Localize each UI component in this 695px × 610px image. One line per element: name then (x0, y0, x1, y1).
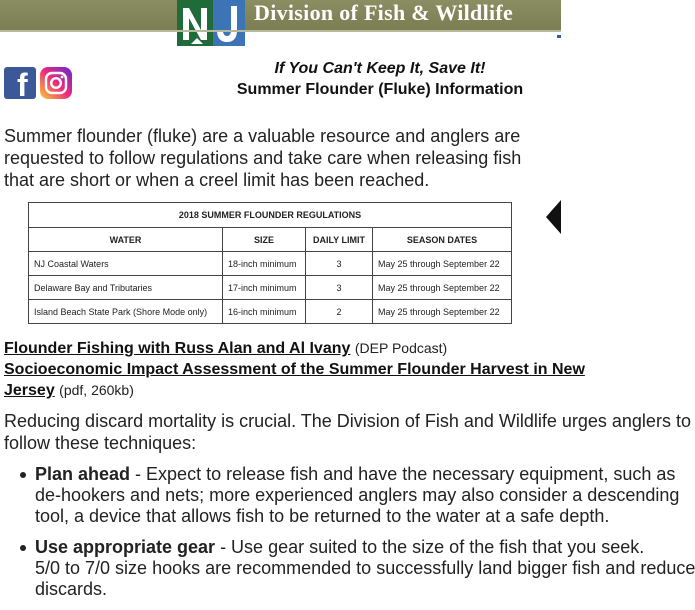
column-header-season-dates: SEASON DATES (373, 228, 512, 252)
assessment-link[interactable]: Socioeconomic Impact Assessment of the Summer Flounder Harvest in New (4, 361, 585, 378)
podcast-note: (DEP Podcast) (354, 340, 448, 356)
cell-water: Delaware Bay and Tributaries (29, 276, 223, 300)
discard-paragraph-line-1: Reducing discard mortality is crucial. The Division of Fish and Wildlife urges anglers to (4, 411, 691, 431)
column-header-daily-limit: DAILY LIMIT (306, 228, 373, 252)
list-item-text: - Expect to release fish and have the necessary equipment, such as (130, 464, 676, 484)
facebook-glyph: f (17, 67, 28, 103)
regulations-table (28, 202, 512, 324)
list-item (0, 464, 680, 527)
list-item-line: tool, a device that allows fish to be returned to the water at a safe depth. (35, 506, 610, 526)
header-divider (0, 30, 561, 32)
list-item-line: discards. (35, 579, 108, 599)
cell-season-dates: May 25 through September 22 (373, 300, 512, 324)
table-header-row (29, 228, 512, 252)
site-header-banner (0, 0, 561, 30)
instagram-icon[interactable] (40, 67, 72, 99)
assessment-link-line-2 (4, 380, 561, 401)
table-caption-row (29, 203, 512, 228)
list-item-term: Plan ahead (35, 464, 131, 484)
podcast-link[interactable]: Flounder Fishing with Russ Alan and Al Ivany (4, 340, 351, 357)
facebook-icon[interactable] (4, 67, 36, 103)
cell-water: Island Beach State Park (Shore Mode only) (29, 300, 223, 324)
resource-links (4, 338, 585, 401)
list-item-line (35, 537, 645, 558)
assessment-note: (pdf, 260kb) (59, 382, 134, 398)
nj-logo-icon[interactable] (177, 0, 245, 46)
table-caption: 2018 SUMMER FLOUNDER REGULATIONS (29, 203, 512, 228)
cell-daily-limit: 3 (306, 252, 373, 276)
heading-title: Summer Flounder (Fluke) Information (236, 81, 524, 98)
list-item-line: 5/0 to 7/0 size hooks are recommended to successfully land bigger fish and reduce (35, 558, 695, 578)
intro-paragraph: Summer flounder (fluke) are a valuable resource and anglers are requested to follow regulations and take care when releasing fish that are short or when a creel limit has been reached. (4, 126, 522, 190)
table-row (29, 300, 512, 324)
cell-size: 17-inch minimum (223, 276, 306, 300)
list-item-line: de-hookers and nets; more experienced anglers may also consider a descending (35, 485, 680, 505)
cell-size: 16-inch minimum (223, 300, 306, 324)
page-heading (200, 58, 560, 100)
cell-daily-limit: 2 (306, 300, 373, 324)
assessment-link-line (4, 359, 585, 380)
discard-paragraph-line-2: follow these techniques: (4, 433, 197, 453)
list-item (0, 537, 695, 600)
list-item-line (35, 464, 676, 485)
list-item-text: - Use gear suited to the size of the fish that you seek. (215, 537, 645, 557)
discard-paragraph (4, 410, 691, 454)
column-header-size: SIZE (223, 228, 306, 252)
cell-daily-limit: 3 (306, 276, 373, 300)
cell-season-dates: May 25 through September 22 (373, 252, 512, 276)
heading-slogan: If You Can't Keep It, Save It! (274, 60, 486, 77)
cell-size: 18-inch minimum (223, 252, 306, 276)
techniques-list (0, 464, 695, 610)
table-row (29, 252, 512, 276)
header-corner-mark (557, 35, 561, 38)
assessment-link-continued[interactable]: Jersey (4, 382, 55, 399)
column-header-water: WATER (29, 228, 223, 252)
carousel-arrow-icon[interactable] (546, 200, 561, 234)
table-row (29, 276, 512, 300)
cell-season-dates: May 25 through September 22 (373, 276, 512, 300)
cell-water: NJ Coastal Waters (29, 252, 223, 276)
podcast-link-line (4, 338, 561, 359)
list-item-term: Use appropriate gear (35, 537, 216, 557)
site-title[interactable]: Division of Fish & Wildlife (254, 0, 514, 25)
